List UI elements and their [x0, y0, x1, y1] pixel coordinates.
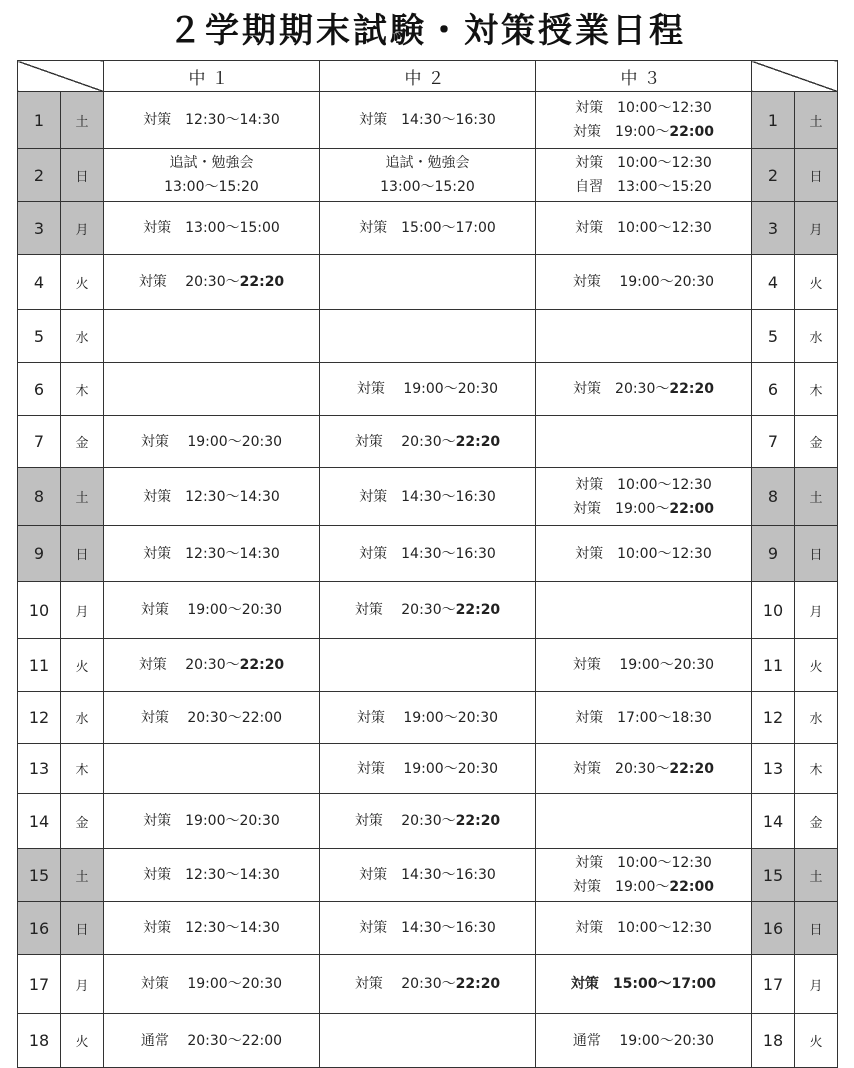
- weekday-right: 月: [795, 955, 838, 1014]
- schedule-cell-grade-3: [536, 582, 752, 639]
- schedule-entry: [536, 1029, 751, 1053]
- entry-text: 追試・勉強会: [385, 155, 470, 171]
- schedule-entry: [320, 972, 535, 996]
- schedule-entry: [536, 916, 751, 940]
- weekday: 土: [61, 468, 104, 526]
- schedule-cell-grade-2: [320, 692, 536, 744]
- weekday-right: 日: [795, 149, 838, 202]
- entry-text: 対策 19:00〜20:30: [140, 433, 283, 450]
- schedule-entry: [536, 216, 751, 240]
- schedule-cell-grade-2: [320, 468, 536, 526]
- weekday: 水: [61, 310, 104, 363]
- entry-text: 対策 20:30〜: [354, 602, 456, 618]
- entry-text: 13:00〜15:20: [164, 179, 259, 195]
- table-row: [18, 692, 838, 744]
- date-number: 4: [18, 255, 61, 310]
- entry-text: 対策 12:30〜14:30: [143, 112, 280, 128]
- date-number: 13: [18, 744, 61, 794]
- entry-text: 対策 14:30〜16:30: [359, 488, 496, 505]
- entry-text: 対策 12:30〜14:30: [143, 488, 280, 505]
- entry-text: 対策 20:30〜: [138, 274, 240, 290]
- weekday: 土: [61, 849, 104, 902]
- schedule-cell-grade-2: [320, 363, 536, 416]
- date-number: 16: [18, 902, 61, 955]
- schedule-cell-grade-2: [320, 639, 536, 692]
- schedule-cell-grade-1: [104, 255, 320, 310]
- schedule-cell-grade-2: [320, 902, 536, 955]
- schedule-cell-grade-2: [320, 744, 536, 794]
- date-number-right: 14: [752, 794, 795, 849]
- schedule-cell-grade-3: [536, 255, 752, 310]
- schedule-entry: [536, 377, 751, 401]
- schedule-entry: [104, 151, 319, 175]
- entry-text: 通常 19:00〜20:30: [572, 1032, 715, 1049]
- table-row: [18, 849, 838, 902]
- schedule-cell-grade-2: [320, 202, 536, 255]
- schedule-entry: [104, 1029, 319, 1053]
- entry-text: 13:00〜15:20: [380, 179, 475, 195]
- schedule-entry: [536, 497, 751, 521]
- schedule-cell-grade-3: [536, 468, 752, 526]
- weekday-right: 水: [795, 692, 838, 744]
- schedule-entry: [320, 430, 535, 454]
- schedule-entry: [320, 542, 535, 566]
- entry-text: 対策 12:30〜14:30: [143, 867, 280, 883]
- weekday-right: 木: [795, 363, 838, 416]
- entry-text: 対策 10:00〜12:30: [575, 220, 712, 236]
- schedule-cell-grade-3: [536, 692, 752, 744]
- schedule-cell-grade-1: [104, 582, 320, 639]
- bold-time-text: 22:20: [455, 976, 501, 992]
- date-number: 3: [18, 202, 61, 255]
- schedule-cell-grade-1: [104, 1014, 320, 1068]
- date-number: 10: [18, 582, 61, 639]
- weekday-right: 土: [795, 849, 838, 902]
- date-number: 11: [18, 639, 61, 692]
- schedule-cell-grade-1: [104, 526, 320, 582]
- schedule-cell-grade-2: [320, 255, 536, 310]
- weekday-right: 土: [795, 468, 838, 526]
- bold-time-text: 対策 15:00〜17:00: [570, 976, 717, 992]
- entry-text: 対策 14:30〜16:30: [359, 920, 496, 936]
- schedule-cell-grade-1: [104, 902, 320, 955]
- schedule-entry: [320, 108, 535, 132]
- entry-text: 対策 10:00〜12:30: [575, 920, 712, 936]
- schedule-cell-grade-1: [104, 849, 320, 902]
- table-row: [18, 416, 838, 468]
- schedule-cell-grade-3: [536, 1014, 752, 1068]
- schedule-entry: [536, 972, 751, 996]
- date-number: 12: [18, 692, 61, 744]
- date-number-right: 12: [752, 692, 795, 744]
- grade-header-1: 中１: [104, 61, 320, 92]
- table-row: [18, 468, 838, 526]
- weekday: 火: [61, 639, 104, 692]
- entry-text: 対策 12:30〜14:30: [143, 920, 280, 936]
- weekday: 火: [61, 255, 104, 310]
- date-number: 18: [18, 1014, 61, 1068]
- entry-text: 対策 14:30〜16:30: [359, 545, 496, 562]
- schedule-cell-grade-3: [536, 849, 752, 902]
- date-number-right: 17: [752, 955, 795, 1014]
- weekday: 日: [61, 902, 104, 955]
- grade-header-3: 中３: [536, 61, 752, 92]
- entry-text: 対策 19:00〜20:30: [143, 813, 280, 829]
- schedule-entry: [104, 598, 319, 622]
- entry-text: 対策 10:00〜12:30: [575, 155, 712, 171]
- schedule-entry: [104, 706, 319, 730]
- weekday: 土: [61, 92, 104, 149]
- entry-text: 対策 19:00〜20:30: [572, 274, 715, 290]
- date-number: 17: [18, 955, 61, 1014]
- schedule-cell-grade-3: [536, 902, 752, 955]
- schedule-entry: [536, 151, 751, 175]
- schedule-entry: [536, 875, 751, 899]
- schedule-entry: [104, 175, 319, 199]
- date-number-right: 8: [752, 468, 795, 526]
- schedule-entry: [320, 598, 535, 622]
- entry-text: 対策 19:00〜: [573, 879, 670, 895]
- schedule-entry: [104, 863, 319, 887]
- schedule-entry: [104, 542, 319, 566]
- schedule-cell-grade-3: [536, 149, 752, 202]
- schedule-cell-grade-1: [104, 468, 320, 526]
- table-row: [18, 955, 838, 1014]
- schedule-cell-grade-2: [320, 1014, 536, 1068]
- entry-text: 対策 19:00〜20:30: [356, 709, 499, 726]
- entry-text: 対策 19:00〜: [573, 500, 670, 517]
- schedule-entry: [104, 916, 319, 940]
- entry-text: 対策 10:00〜12:30: [575, 100, 712, 116]
- schedule-entry: [104, 653, 319, 677]
- schedule-table: [17, 60, 838, 1068]
- schedule-cell-grade-1: [104, 794, 320, 849]
- schedule-entry: [320, 706, 535, 730]
- entry-text: 通常 20:30〜22:00: [140, 1032, 283, 1049]
- schedule-cell-grade-1: [104, 639, 320, 692]
- bold-time-text: 22:20: [669, 381, 714, 397]
- date-number-right: 13: [752, 744, 795, 794]
- bold-time-text: 22:20: [455, 813, 501, 829]
- date-number: 2: [18, 149, 61, 202]
- weekday-right: 金: [795, 416, 838, 468]
- entry-text: 対策 20:30〜: [354, 813, 456, 829]
- weekday-right: 水: [795, 310, 838, 363]
- schedule-cell-grade-3: [536, 794, 752, 849]
- schedule-entry: [320, 151, 535, 175]
- schedule-entry: [320, 809, 535, 833]
- schedule-cell-grade-2: [320, 149, 536, 202]
- schedule-cell-grade-2: [320, 955, 536, 1014]
- weekday: 月: [61, 955, 104, 1014]
- table-row: [18, 310, 838, 363]
- entry-text: 対策 10:00〜12:30: [575, 476, 712, 493]
- date-number-right: 2: [752, 149, 795, 202]
- schedule-cell-grade-2: [320, 416, 536, 468]
- bold-time-text: 22:20: [239, 657, 285, 673]
- corner-cell-right: [752, 61, 838, 92]
- table-row: [18, 902, 838, 955]
- weekday-right: 木: [795, 744, 838, 794]
- weekday-right: 土: [795, 92, 838, 149]
- weekday: 日: [61, 149, 104, 202]
- schedule-entry: [320, 757, 535, 781]
- weekday: 火: [61, 1014, 104, 1068]
- schedule-entry: [320, 916, 535, 940]
- weekday-right: 火: [795, 255, 838, 310]
- schedule-cell-grade-2: [320, 92, 536, 149]
- date-number: 15: [18, 849, 61, 902]
- table-row: [18, 363, 838, 416]
- weekday: 月: [61, 202, 104, 255]
- date-number: 1: [18, 92, 61, 149]
- entry-text: 対策 15:00〜17:00: [359, 220, 496, 236]
- weekday: 金: [61, 416, 104, 468]
- schedule-cell-grade-3: [536, 744, 752, 794]
- weekday-right: 日: [795, 526, 838, 582]
- schedule-entry: [104, 430, 319, 454]
- date-number: 6: [18, 363, 61, 416]
- schedule-entry: [104, 972, 319, 996]
- schedule-entry: [536, 96, 751, 120]
- weekday: 水: [61, 692, 104, 744]
- weekday-right: 火: [795, 639, 838, 692]
- bold-time-text: 22:20: [455, 602, 501, 618]
- grade-header-2: 中２: [320, 61, 536, 92]
- date-number-right: 10: [752, 582, 795, 639]
- table-row: [18, 202, 838, 255]
- entry-text: 対策 12:30〜14:30: [143, 545, 280, 562]
- schedule-cell-grade-1: [104, 149, 320, 202]
- entry-text: 対策 20:30〜22:00: [140, 709, 283, 726]
- schedule-cell-grade-3: [536, 92, 752, 149]
- date-number: 9: [18, 526, 61, 582]
- schedule-cell-grade-1: [104, 692, 320, 744]
- date-number: 5: [18, 310, 61, 363]
- schedule-entry: [320, 216, 535, 240]
- date-number-right: 9: [752, 526, 795, 582]
- date-number-right: 4: [752, 255, 795, 310]
- schedule-cell-grade-3: [536, 202, 752, 255]
- entry-text: 対策 17:00〜18:30: [575, 709, 712, 726]
- weekday: 金: [61, 794, 104, 849]
- schedule-cell-grade-3: [536, 526, 752, 582]
- table-row: [18, 582, 838, 639]
- schedule-cell-grade-2: [320, 582, 536, 639]
- weekday-right: 金: [795, 794, 838, 849]
- date-number-right: 11: [752, 639, 795, 692]
- date-number: 14: [18, 794, 61, 849]
- table-row: [18, 149, 838, 202]
- date-number: 7: [18, 416, 61, 468]
- table-row: [18, 1014, 838, 1068]
- date-number-right: 7: [752, 416, 795, 468]
- table-row: [18, 794, 838, 849]
- schedule-entry: [104, 270, 319, 294]
- weekday-right: 月: [795, 202, 838, 255]
- schedule-cell-grade-2: [320, 526, 536, 582]
- date-number: 8: [18, 468, 61, 526]
- entry-text: 対策 10:00〜12:30: [575, 855, 712, 871]
- weekday-right: 日: [795, 902, 838, 955]
- schedule-entry: [536, 851, 751, 875]
- bold-time-text: 22:20: [239, 274, 285, 290]
- schedule-entry: [104, 485, 319, 509]
- schedule-entry: [320, 175, 535, 199]
- entry-text: 対策 19:00〜20:30: [572, 657, 715, 673]
- entry-text: 対策 20:30〜: [354, 976, 456, 992]
- schedule-cell-grade-2: [320, 794, 536, 849]
- date-number-right: 1: [752, 92, 795, 149]
- schedule-cell-grade-1: [104, 202, 320, 255]
- schedule-entry: [536, 653, 751, 677]
- entry-text: 対策 20:30〜: [573, 760, 670, 777]
- weekday: 日: [61, 526, 104, 582]
- bold-time-text: 22:20: [669, 760, 714, 777]
- schedule-entry: [536, 120, 751, 144]
- schedule-cell-grade-3: [536, 310, 752, 363]
- entry-text: 対策 19:00〜20:30: [140, 976, 283, 992]
- schedule-entry: [320, 863, 535, 887]
- corner-cell-left: [18, 61, 104, 92]
- schedule-cell-grade-3: [536, 363, 752, 416]
- entry-text: 対策 20:30〜: [354, 433, 456, 450]
- schedule-cell-grade-1: [104, 955, 320, 1014]
- table-row: [18, 526, 838, 582]
- date-number-right: 6: [752, 363, 795, 416]
- schedule-cell-grade-1: [104, 92, 320, 149]
- weekday: 木: [61, 744, 104, 794]
- table-row: [18, 255, 838, 310]
- table-row: [18, 639, 838, 692]
- schedule-entry: [536, 542, 751, 566]
- schedule-entry: [104, 108, 319, 132]
- date-number-right: 5: [752, 310, 795, 363]
- schedule-cell-grade-2: [320, 310, 536, 363]
- date-number-right: 18: [752, 1014, 795, 1068]
- date-number-right: 15: [752, 849, 795, 902]
- bold-time-text: 22:20: [455, 433, 501, 450]
- schedule-entry: [536, 757, 751, 781]
- entry-text: 自習 13:00〜15:20: [575, 179, 712, 195]
- entry-text: 対策 20:30〜: [138, 657, 240, 673]
- bold-time-text: 22:00: [669, 124, 714, 140]
- weekday: 木: [61, 363, 104, 416]
- schedule-cell-grade-1: [104, 310, 320, 363]
- entry-text: 対策 19:00〜20:30: [356, 760, 499, 777]
- schedule-entry: [320, 485, 535, 509]
- schedule-cell-grade-3: [536, 639, 752, 692]
- entry-text: 対策 13:00〜15:00: [143, 220, 280, 236]
- schedule-cell-grade-1: [104, 416, 320, 468]
- schedule-cell-grade-1: [104, 744, 320, 794]
- entry-text: 対策 10:00〜12:30: [575, 545, 712, 562]
- schedule-entry: [536, 706, 751, 730]
- table-row: [18, 744, 838, 794]
- date-number-right: 3: [752, 202, 795, 255]
- schedule-entry: [536, 270, 751, 294]
- schedule-entry: [104, 216, 319, 240]
- bold-time-text: 22:00: [669, 500, 714, 517]
- schedule-cell-grade-1: [104, 363, 320, 416]
- page-title: ２学期期末試験・対策授業日程: [168, 11, 686, 51]
- schedule-cell-grade-3: [536, 416, 752, 468]
- entry-text: 対策 19:00〜20:30: [356, 381, 499, 397]
- date-number-right: 16: [752, 902, 795, 955]
- entry-text: 対策 14:30〜16:30: [359, 867, 496, 883]
- schedule-entry: [104, 809, 319, 833]
- entry-text: 対策 19:00〜20:30: [140, 602, 283, 618]
- entry-text: 対策 20:30〜: [573, 381, 670, 397]
- weekday-right: 月: [795, 582, 838, 639]
- entry-text: 対策 19:00〜: [573, 124, 670, 140]
- schedule-entry: [536, 473, 751, 497]
- bold-time-text: 22:00: [669, 879, 714, 895]
- entry-text: 対策 14:30〜16:30: [359, 112, 496, 128]
- schedule-entry: [536, 175, 751, 199]
- weekday: 月: [61, 582, 104, 639]
- table-row: [18, 92, 838, 149]
- header-row: [18, 61, 838, 92]
- schedule-cell-grade-2: [320, 849, 536, 902]
- schedule-entry: [320, 377, 535, 401]
- weekday-right: 火: [795, 1014, 838, 1068]
- entry-text: 追試・勉強会: [169, 155, 254, 171]
- schedule-cell-grade-3: [536, 955, 752, 1014]
